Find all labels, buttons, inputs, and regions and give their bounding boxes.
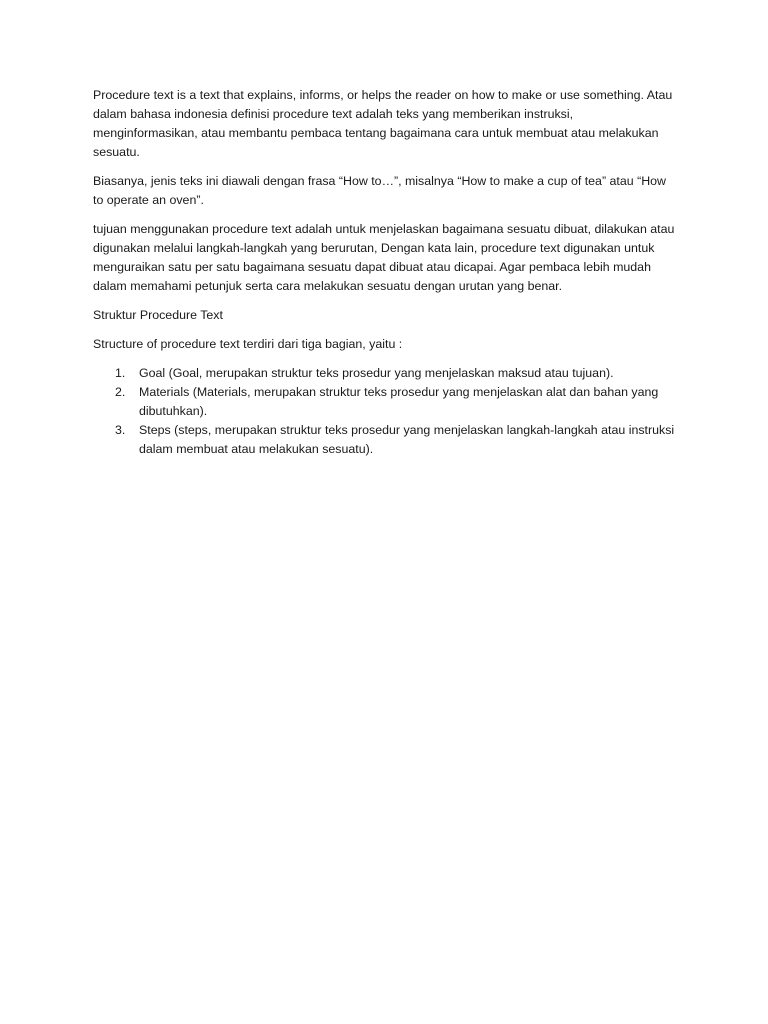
list-item-text: Steps (steps, merupakan struktur teks prosedur yang menjelaskan langkah-langkah atau instruksi dalam membuat atau melakukan sesuatu). [139, 423, 675, 456]
paragraph-how-to: Biasanya, jenis teks ini diawali dengan frasa “How to…”, misalnya “How to make a cup of tea” atau “How to operate an oven”. [93, 174, 666, 207]
list-item-text: Materials (Materials, merupakan struktur teks prosedur yang menjelaskan alat dan bahan yang dibutuhkan). [139, 385, 659, 418]
section-heading: Struktur Procedure Text [93, 308, 223, 322]
paragraph-purpose: tujuan menggunakan procedure text adalah untuk menjelaskan bagaimana sesuatu dibuat, dilakukan atau digunakan melalui langkah-langkah yang berurutan, Dengan kata lain, procedure text digunakan untuk menguraikan satu per satu bagaimana sesuatu dapat dibuat atau dicapai. Agar pembaca lebih mudah dalam memahami petunjuk serta cara melakukan sesuatu dengan urutan yang benar. [93, 222, 675, 293]
document-page [93, 86, 678, 459]
paragraph-definition: Procedure text is a text that explains, informs, or helps the reader on how to make or use something. Atau dalam bahasa indonesia definisi procedure text adalah teks yang memberikan instruksi, menginformasikan, atau membantu pembaca tentang bagaimana cara untuk membuat atau melakukan sesuatu. [93, 88, 673, 159]
list-item-number: 3. [115, 423, 126, 437]
list-item [93, 383, 678, 421]
list-item-text: Goal (Goal, merupakan struktur teks prosedur yang menjelaskan maksud atau tujuan). [139, 366, 614, 380]
list-item-number: 1. [115, 366, 126, 380]
list-item [93, 421, 678, 459]
structure-intro: Structure of procedure text terdiri dari tiga bagian, yaitu : [93, 337, 403, 351]
list-item-number: 2. [115, 385, 126, 399]
structure-list [93, 364, 678, 459]
list-item [93, 364, 678, 383]
